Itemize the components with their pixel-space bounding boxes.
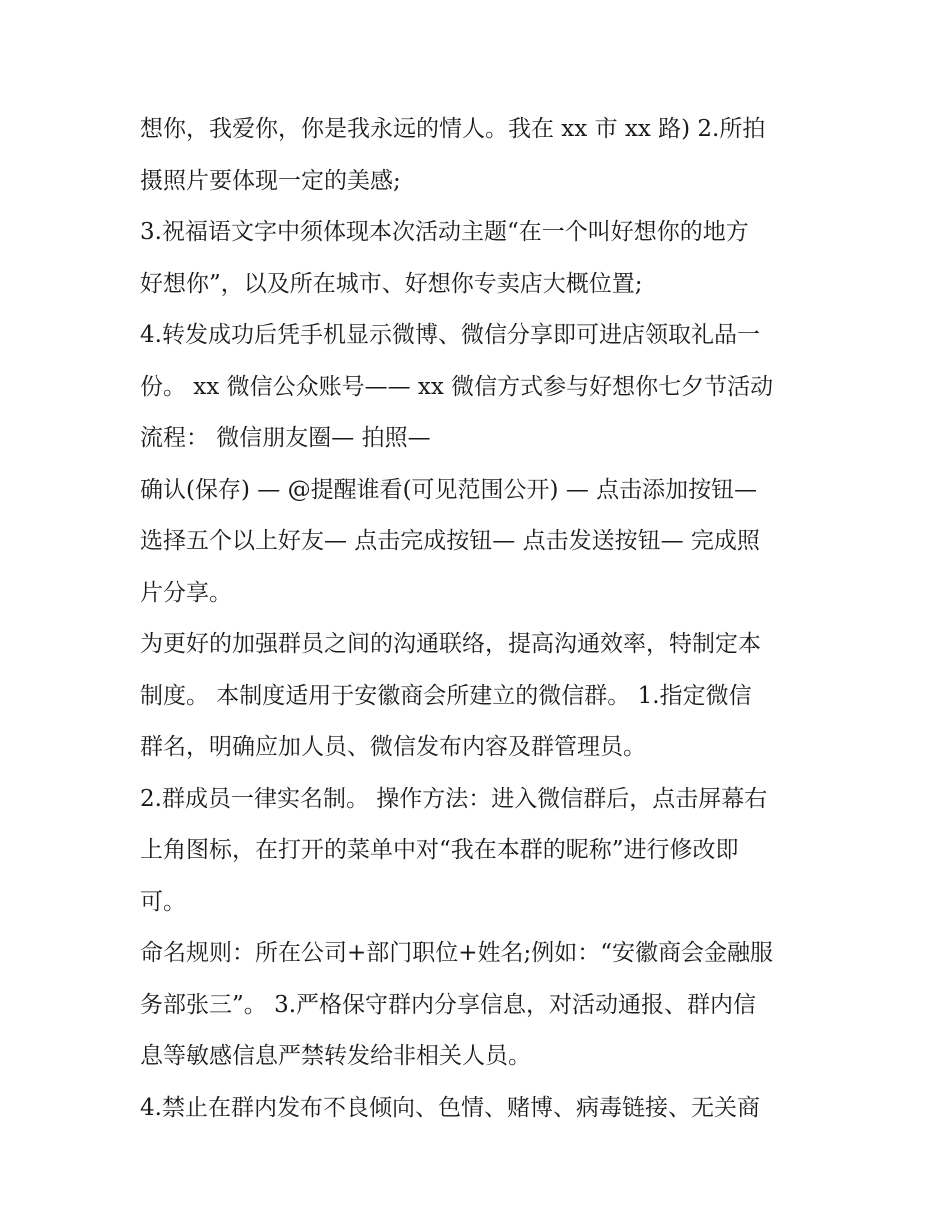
text-line: 为更好的加强群员之间的沟通联络，提高沟通效率，特制定本 xyxy=(140,631,761,657)
text-line: 流程： 微信朋友圈— 拍照— xyxy=(140,425,431,451)
text-line: 确认(保存) — @提醒谁看(可见范围公开) — 点击添加按钮— xyxy=(140,476,758,503)
text-line: 息等敏感信息严禁转发给非相关人员。 xyxy=(140,1043,531,1069)
text-line: 上角图标，在打开的菜单中对“我在本群的昵称”进行修改即 xyxy=(140,837,739,863)
text-line: 2.群成员一律实名制。 操作方法：进入微信群后，点击屏幕右 xyxy=(140,785,768,812)
text-line: 摄照片要体现一定的美感; xyxy=(140,167,401,194)
text-line: 选择五个以上好友— 点击完成按钮— 点击发送按钮— 完成照 xyxy=(140,528,760,554)
text-line: 4.转发成功后凭手机显示微博、微信分享即可进店领取礼品一 xyxy=(140,322,760,348)
document-body xyxy=(140,104,820,1134)
text-line: 群名，明确应加人员、微信发布内容及群管理员。 xyxy=(140,734,646,760)
text-line: 份。 xx 微信公众账号—— xx 微信方式参与好想你七夕节活动 xyxy=(140,373,774,400)
text-line: 可。 xyxy=(140,888,186,915)
text-line: 制度。 本制度适用于安徽商会所建立的微信群。 1.指定微信 xyxy=(140,682,752,709)
text-line: 务部张三”。 3.严格保守群内分享信息，对活动通报、群内信 xyxy=(140,991,757,1018)
text-line: 4.禁止在群内发布不良倾向、色情、赌博、病毒链接、无关商 xyxy=(140,1094,760,1121)
text-line: 想你，我爱你，你是我永远的情人。我在 xx 市 xx 路) 2.所拍 xyxy=(140,116,766,142)
text-line: 命名规则：所在公司+部门职位+姓名;例如：“安徽商会金融服 xyxy=(140,940,774,966)
text-line: 片分享。 xyxy=(140,579,232,606)
text-line: 好想你”，以及所在城市、好想你专卖店大概位置; xyxy=(140,270,643,297)
text-line: 3.祝福语文字中须体现本次活动主题“在一个叫好想你的地方 xyxy=(140,219,749,245)
